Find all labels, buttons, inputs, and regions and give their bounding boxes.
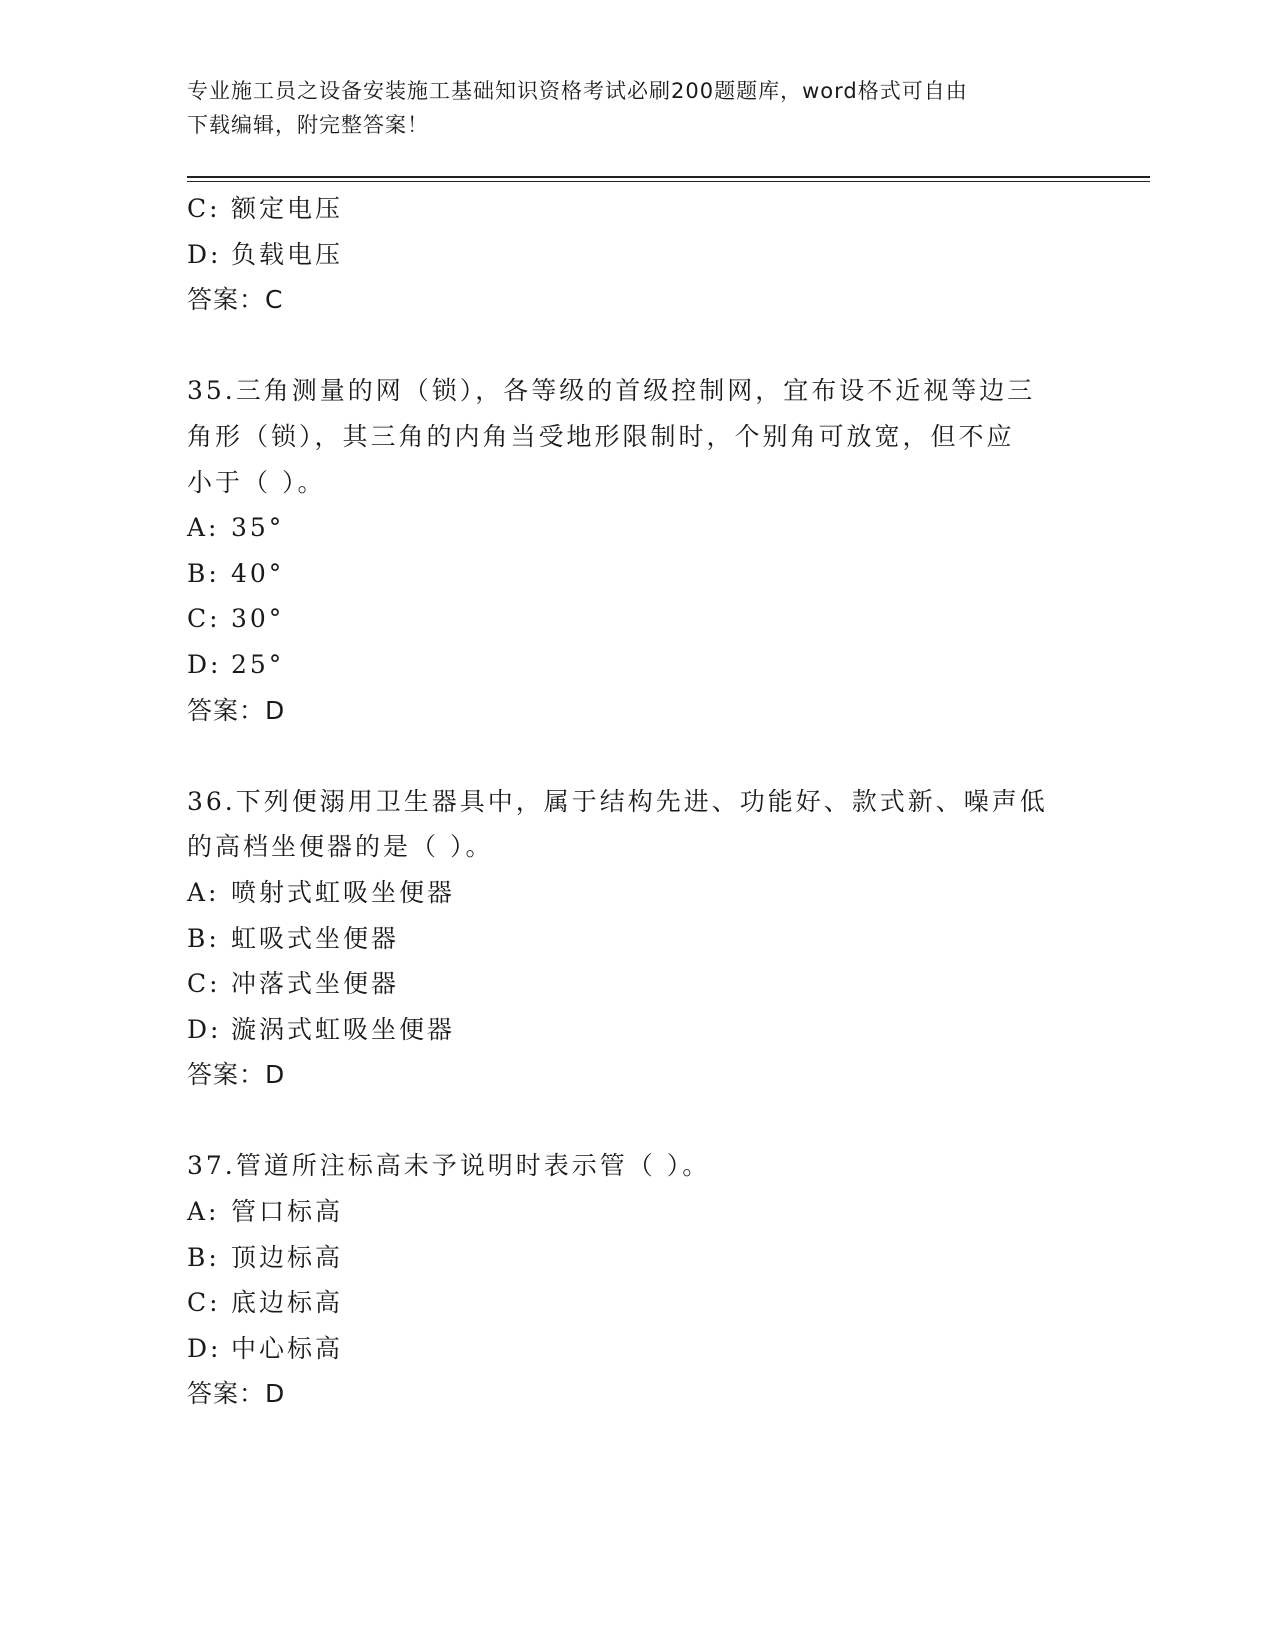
header-line-2: 下载编辑，附完整答案！: [187, 113, 429, 137]
option-item: [187, 551, 1087, 597]
question-37: [187, 1143, 1087, 1417]
option-item: [187, 596, 1087, 642]
option-text: 中心标高: [231, 1333, 344, 1363]
option-text: 30°: [231, 604, 285, 634]
spacer: [187, 733, 1087, 779]
option-letter: D:: [187, 649, 222, 679]
question-stem-line: 35.三角测量的网（锁），各等级的首级控制网，宜布设不近视等边三: [187, 376, 1036, 406]
question-stem-line: 36.下列便溺用卫生器具中，属于结构先进、功能好、款式新、噪声低: [187, 786, 1048, 816]
option-item: [187, 1326, 1087, 1372]
option-letter: D:: [187, 1333, 222, 1363]
option-text: 喷射式虹吸坐便器: [231, 877, 456, 907]
option-item: [187, 1235, 1087, 1281]
question-36: [187, 779, 1087, 1098]
option-text: 负载电压: [231, 239, 344, 269]
option-item: [187, 1280, 1087, 1326]
option-letter: B:: [187, 558, 220, 588]
answer-line: 答案：D: [187, 695, 286, 725]
question-stem-line: 的高档坐便器的是（ ）。: [187, 832, 494, 862]
question-stem-line: 小于（ ）。: [187, 467, 326, 497]
header-divider-thin: [187, 181, 1150, 182]
option-letter: C:: [187, 604, 221, 634]
header-divider-thick: [187, 176, 1150, 178]
option-text: 35°: [231, 513, 285, 543]
option-text: 25°: [231, 649, 285, 679]
option-text: 管口标高: [231, 1197, 344, 1227]
option-letter: D:: [187, 1014, 222, 1044]
spacer: [187, 323, 1087, 369]
option-letter: B:: [187, 923, 220, 953]
option-letter: A:: [187, 1197, 220, 1227]
option-item: [187, 870, 1087, 916]
option-item: [187, 232, 1087, 278]
option-letter: A:: [187, 877, 220, 907]
answer-line: 答案：D: [187, 1379, 286, 1409]
option-text: 底边标高: [231, 1288, 344, 1318]
option-text: 额定电压: [231, 194, 344, 223]
option-letter: D:: [187, 239, 222, 269]
option-item: [187, 1007, 1087, 1053]
option-letter: A:: [187, 513, 220, 543]
option-letter: C:: [187, 969, 221, 999]
option-item: [187, 961, 1087, 1007]
answer-line: 答案：D: [187, 1060, 286, 1090]
option-text: 漩涡式虹吸坐便器: [231, 1014, 456, 1044]
option-letter: C:: [187, 194, 221, 223]
option-text: 40°: [231, 558, 285, 588]
option-item: [187, 642, 1087, 688]
option-text: 虹吸式坐便器: [231, 923, 400, 953]
question-stem-line: 角形（锁），其三角的内角当受地形限制时，个别角可放宽，但不应: [187, 421, 1015, 451]
option-text: 冲落式坐便器: [231, 969, 400, 999]
spacer: [187, 1098, 1087, 1144]
option-text: 顶边标高: [231, 1242, 344, 1272]
option-item: [187, 1189, 1087, 1235]
page-header: [187, 74, 1087, 142]
question-35: [187, 368, 1087, 733]
question-stem-line: 37.管道所注标高未予说明时表示管（ ）。: [187, 1151, 711, 1181]
option-letter: B:: [187, 1242, 220, 1272]
question-body: [187, 186, 1087, 1417]
option-item: [187, 916, 1087, 962]
previous-question-tail: [187, 186, 1087, 323]
option-item: [187, 505, 1087, 551]
answer-line: 答案：C: [187, 285, 284, 315]
option-letter: C:: [187, 1288, 221, 1318]
header-line-1: 专业施工员之设备安装施工基础知识资格考试必刷200题题库，word格式可自由: [187, 79, 968, 103]
option-item: [187, 186, 1087, 232]
